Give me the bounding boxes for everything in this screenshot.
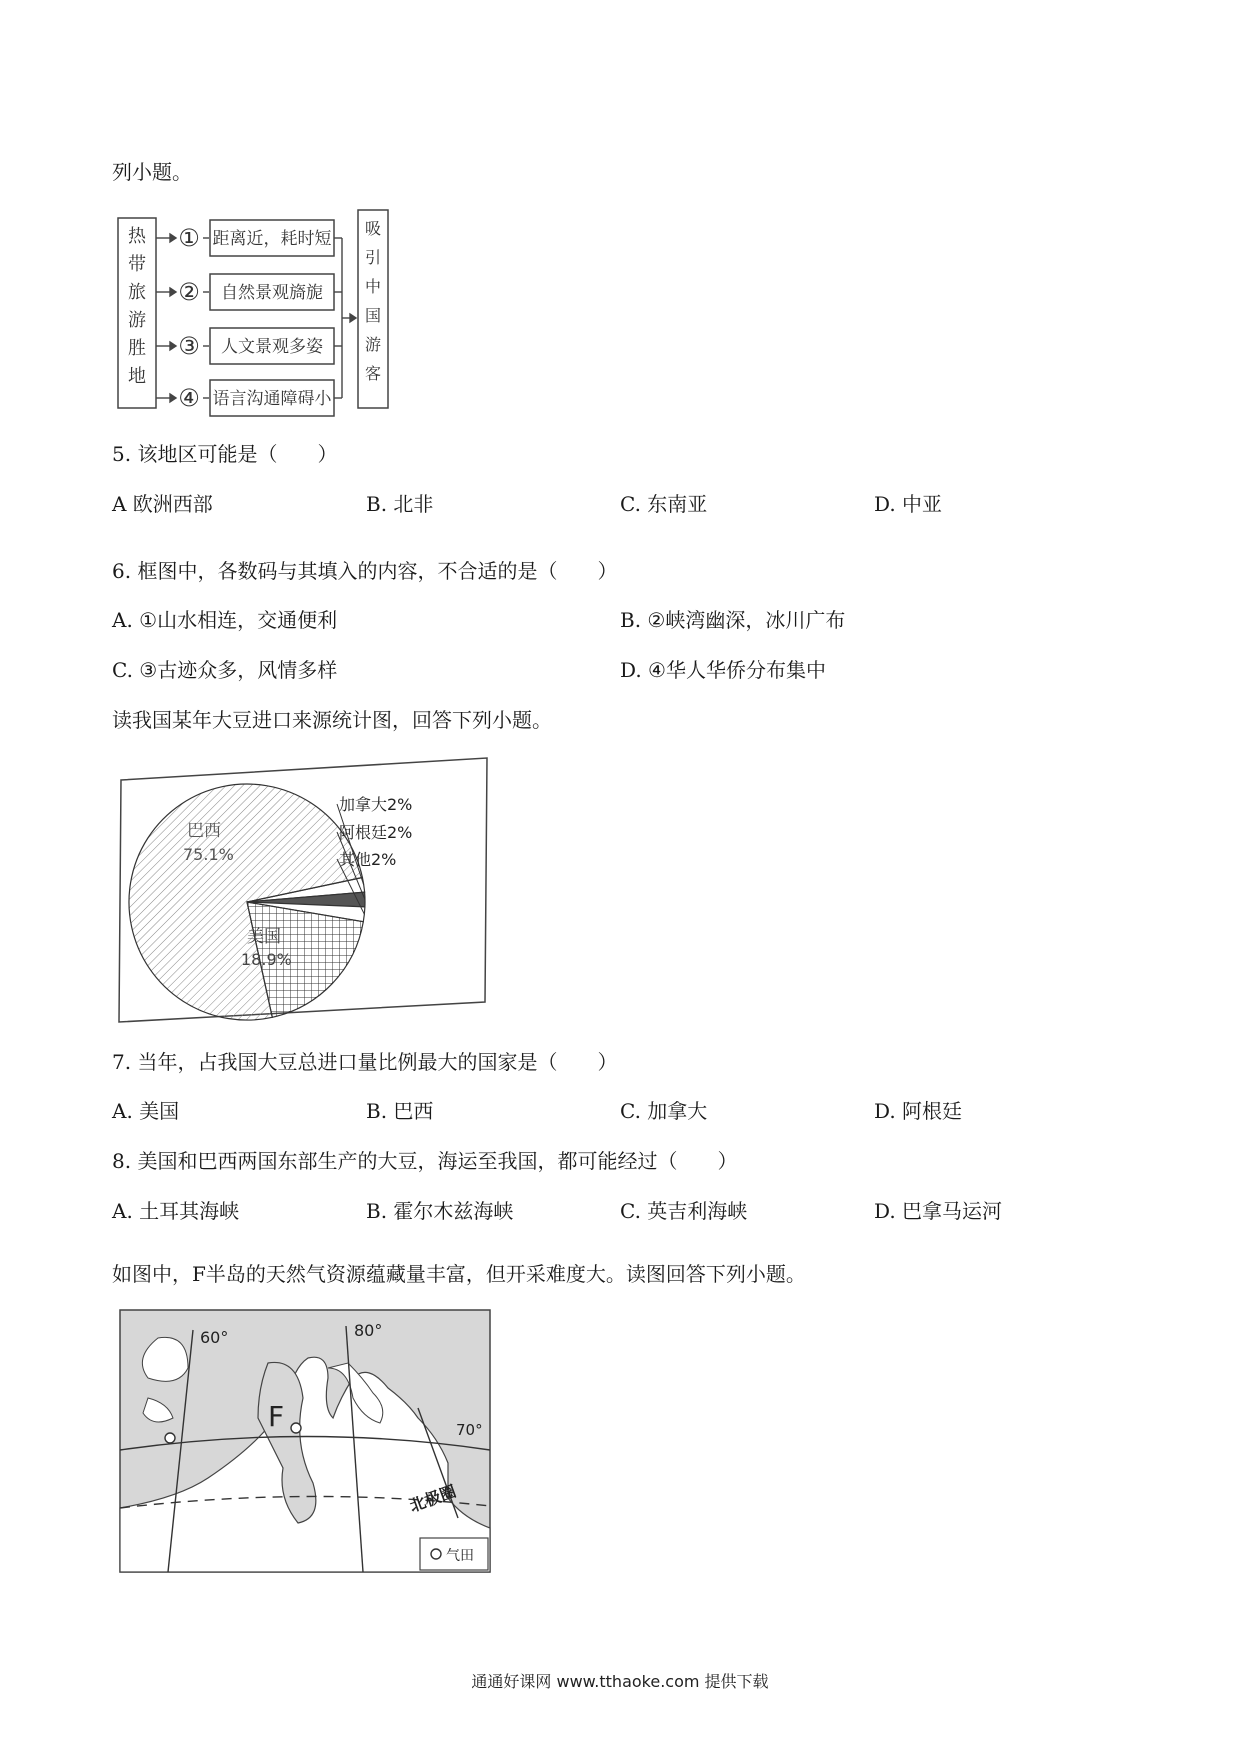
intro-gas-peninsula: 如图中，F半岛的天然气资源蕴藏量丰富，但开采难度大。读图回答下列小题。 bbox=[112, 1262, 806, 1286]
q6-option-d[interactable]: D. ④华人华侨分布集中 bbox=[620, 658, 826, 682]
q8-option-c[interactable]: C. 英吉利海峡 bbox=[620, 1199, 748, 1223]
intro-soybean: 读我国某年大豆进口来源统计图，回答下列小题。 bbox=[112, 708, 552, 732]
gas-field-icon bbox=[431, 1549, 441, 1559]
flow-item-text: 语言沟通障碍小 bbox=[212, 389, 332, 409]
q7-option-b[interactable]: B. 巴西 bbox=[366, 1099, 434, 1123]
pie-label-name: 美国 bbox=[247, 927, 281, 947]
q7-option-a[interactable]: A. 美国 bbox=[112, 1099, 180, 1123]
flow-item-4 bbox=[178, 380, 342, 416]
tourism-flow-diagram bbox=[112, 198, 412, 423]
footer: 通通好课网 www.tthaoke.com 提供下载 bbox=[471, 1672, 769, 1691]
flow-right-label: 吸引中国游客 bbox=[364, 219, 382, 383]
peninsula-map bbox=[118, 1308, 493, 1578]
q6-stem: 6. 框图中，各数码与其填入的内容，不合适的是（ ） bbox=[112, 559, 618, 583]
q5-option-a[interactable]: A 欧洲西部 bbox=[112, 492, 213, 516]
q5-stem: 5. 该地区可能是（ ） bbox=[112, 442, 338, 466]
q6-option-a[interactable]: A. ①山水相连，交通便利 bbox=[112, 608, 338, 632]
intro-tail: 列小题。 bbox=[112, 160, 192, 184]
q8-option-b[interactable]: B. 霍尔木兹海峡 bbox=[366, 1199, 514, 1223]
q5-option-c[interactable]: C. 东南亚 bbox=[620, 492, 708, 516]
q5-option-b[interactable]: B. 北非 bbox=[366, 492, 434, 516]
q6-option-c[interactable]: C. ③古迹众多，风情多样 bbox=[112, 658, 338, 682]
pie-label-small: 加拿大2% bbox=[339, 795, 413, 814]
flow-item-number: ① bbox=[178, 224, 200, 252]
q8-option-d[interactable]: D. 巴拿马运河 bbox=[874, 1199, 1003, 1223]
arctic-circle-label: 北极圈 bbox=[406, 1481, 459, 1516]
q5-option-d[interactable]: D. 中亚 bbox=[874, 492, 943, 516]
q8-option-a[interactable]: A. 土耳其海峡 bbox=[112, 1199, 240, 1223]
pie-label-small: 阿根廷2% bbox=[339, 823, 413, 842]
flow-left-label: 热带旅游胜地 bbox=[128, 226, 146, 387]
pie-label-value: 18.9% bbox=[241, 950, 292, 969]
q6-option-b[interactable]: B. ②峡湾幽深，冰川广布 bbox=[620, 608, 846, 632]
q7-option-d[interactable]: D. 阿根廷 bbox=[874, 1099, 963, 1123]
flow-item-number: ③ bbox=[178, 332, 200, 360]
soybean-import-pie-chart bbox=[115, 752, 490, 1032]
flow-item-number: ④ bbox=[178, 384, 200, 412]
lon-60-label: 60° bbox=[200, 1328, 229, 1347]
lon-80-label: 80° bbox=[354, 1321, 383, 1340]
flow-item-number: ② bbox=[178, 278, 200, 306]
pie-label-small: 其他2% bbox=[339, 850, 397, 869]
flow-item-2 bbox=[178, 274, 342, 310]
q7-option-c[interactable]: C. 加拿大 bbox=[620, 1099, 708, 1123]
flow-item-text: 自然景观旖旎 bbox=[221, 283, 323, 303]
flow-item-1 bbox=[178, 220, 342, 256]
pie-label-name: 巴西 bbox=[187, 821, 221, 841]
q7-stem: 7. 当年，占我国大豆总进口量比例最大的国家是（ ） bbox=[112, 1050, 618, 1074]
pie-label-value: 75.1% bbox=[183, 845, 234, 864]
flow-item-3 bbox=[178, 328, 342, 364]
flow-item-text: 人文景观多姿 bbox=[221, 337, 323, 357]
q8-stem: 8. 美国和巴西两国东部生产的大豆，海运至我国，都可能经过（ ） bbox=[112, 1149, 738, 1173]
peninsula-f-label: F bbox=[268, 1400, 285, 1433]
flow-item-text: 距离近，耗时短 bbox=[212, 229, 332, 249]
legend-gas-field: 气田 bbox=[446, 1548, 474, 1564]
lat-70-label: 70° bbox=[456, 1421, 483, 1439]
